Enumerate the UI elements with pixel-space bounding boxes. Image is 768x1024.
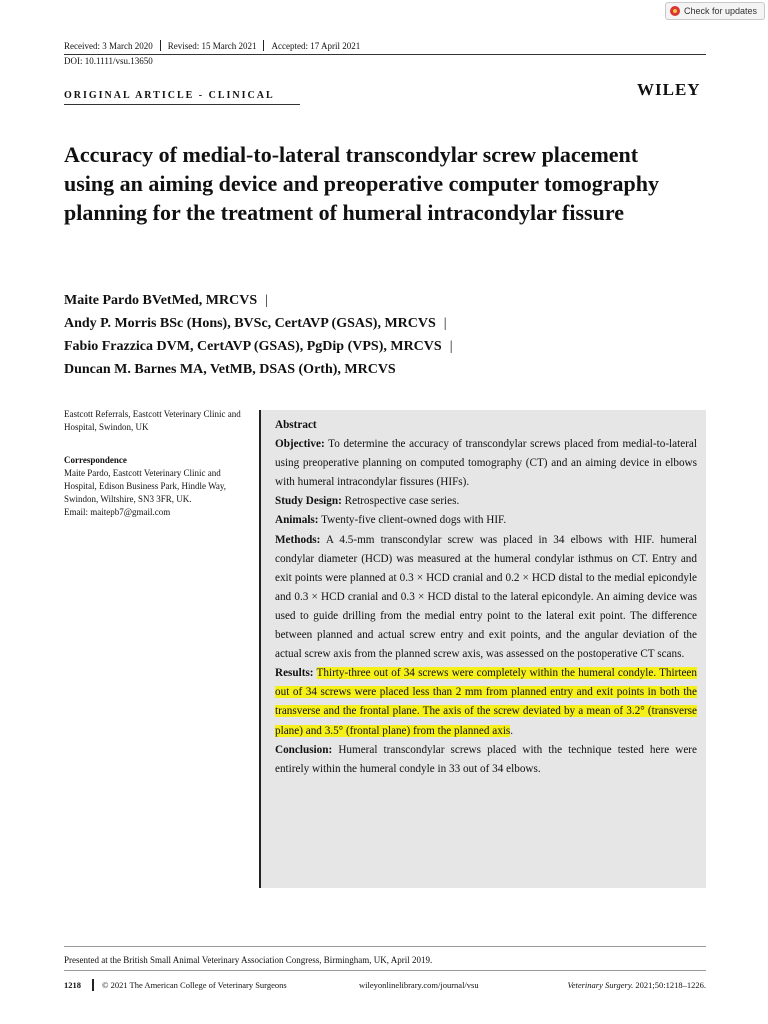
abstract-animals [275, 511, 697, 530]
author-name: Fabio Frazzica DVM, CertAVP (GSAS), PgDip (VPS), MRCVS [64, 339, 442, 354]
abstract-results [275, 664, 697, 740]
page-number: 1218 [64, 980, 81, 990]
citation: 2021;50:1218–1226. [635, 980, 706, 990]
design-label: Study Design: [275, 495, 342, 508]
presented-note: Presented at the British Small Animal Veterinary Association Congress, Birmingham, UK, April 2019. [64, 955, 433, 965]
journal-citation [567, 980, 706, 990]
abstract-box [259, 410, 706, 888]
animals-label: Animals: [275, 514, 319, 527]
author-name: Duncan M. Barnes MA, VetMB, DSAS (Orth), MRCVS [64, 362, 396, 377]
author-name: Maite Pardo BVetMed, MRCVS [64, 293, 258, 308]
footnote-rule [64, 946, 706, 947]
author [64, 358, 453, 381]
footer-divider [92, 979, 94, 991]
author-separator: | [265, 293, 268, 308]
journal-name: Veterinary Surgery. [567, 980, 634, 990]
design-text: Retrospective case series. [344, 495, 460, 508]
affiliation: Eastcott Referrals, Eastcott Veterinary Clinic and Hospital, Swindon, UK [64, 409, 241, 432]
author [64, 335, 453, 358]
article-title: Accuracy of medial-to-lateral transcondylar screw placement using an aiming device and preoperative computer tomography planning for the treatment of humeral intracondylar fissure [64, 142, 660, 225]
author-name: Andy P. Morris BSc (Hons), BVSc, CertAVP (GSAS), MRCVS [64, 316, 436, 331]
results-label: Results: [275, 667, 314, 680]
journal-url[interactable]: wileyonlinelibrary.com/journal/vsu [359, 980, 479, 990]
crossmark-icon [670, 6, 680, 16]
author [64, 289, 453, 312]
results-end: . [510, 724, 514, 737]
abstract-objective [275, 435, 697, 492]
correspondence-email[interactable]: Email: maitepb7@gmail.com [64, 507, 171, 517]
copyright: © 2021 The American College of Veterinary Surgeons [102, 980, 287, 990]
abstract-methods [275, 531, 697, 665]
doi[interactable]: DOI: 10.1111/vsu.13650 [64, 56, 153, 66]
methods-label: Methods: [275, 533, 321, 546]
correspondence-heading: Correspondence [64, 455, 127, 465]
methods-text: A 4.5-mm transcondylar screw was placed in 34 elbows with HIF. humeral condylar diameter (HCD) was measured at the humeral condylar isthmus on CT. Entry and exit points were planned at 0.3 × HCD cranial and 0.2 × HCD distal to the medial epicondyle and 0.3 × HCD cranial and 0.3 × HCD distal to the lateral epicondyle. An aiming device was used to guide drilling from the medial entry point to the lateral exit point. The difference between planned and actual screw entry and exit points, and the angular deviation of the actual screw axis from the planned screw axis, was assessed on the postoperative CT scans. [275, 533, 697, 661]
conclusion-text: Humeral transcondylar screws placed with the technique tested here were entirely within the humeral condyle in 33 out of 34 elbows. [275, 743, 698, 775]
animals-text: Twenty-five client-owned dogs with HIF. [321, 514, 507, 527]
conclusion-label: Conclusion: [275, 743, 333, 756]
abstract-design [275, 492, 697, 511]
accepted-date: Accepted: 17 April 2021 [271, 40, 361, 51]
author-list [64, 289, 453, 381]
footer-rule [64, 970, 706, 971]
check-for-updates-label: Check for updates [684, 6, 758, 16]
divider [160, 40, 161, 51]
abstract-conclusion [275, 741, 697, 779]
header-rule [64, 54, 706, 55]
author-separator: | [443, 316, 447, 331]
check-for-updates-button[interactable] [665, 2, 765, 20]
abstract-heading: Abstract [275, 419, 317, 431]
results-highlighted-text: Thirty-three out of 34 screws were completely within the humeral condyle. Thirteen out of 34 screws were placed less than 2 mm from planned entry and exit points in both the transverse and the frontal plane. The axis of the screw deviated by a mean of 3.2° (transverse plane) and 3.5° (frontal plane) from the planned axis [275, 667, 697, 737]
objective-label: Objective: [275, 438, 325, 451]
article-history [64, 40, 360, 51]
author-separator: | [449, 339, 453, 354]
correspondence [64, 454, 244, 519]
divider [263, 40, 264, 51]
correspondence-address: Maite Pardo, Eastcott Veterinary Clinic and Hospital, Edison Business Park, Hindle Way, Swindon, Wiltshire, SN3 3FR, UK. [64, 468, 227, 504]
objective-text: To determine the accuracy of transcondylar screws placed from medial-to-lateral using preoperative planning on computed tomography (CT) and an aiming device in elbows with humeral intracondylar fissures (HIFs). [275, 438, 697, 489]
author [64, 312, 453, 335]
article-type-rule [64, 104, 300, 105]
received-date: Received: 3 March 2020 [64, 40, 153, 51]
publisher-logo: WILEY [637, 80, 701, 99]
article-type: ORIGINAL ARTICLE - CLINICAL [64, 90, 275, 101]
revised-date: Revised: 15 March 2021 [167, 40, 257, 51]
